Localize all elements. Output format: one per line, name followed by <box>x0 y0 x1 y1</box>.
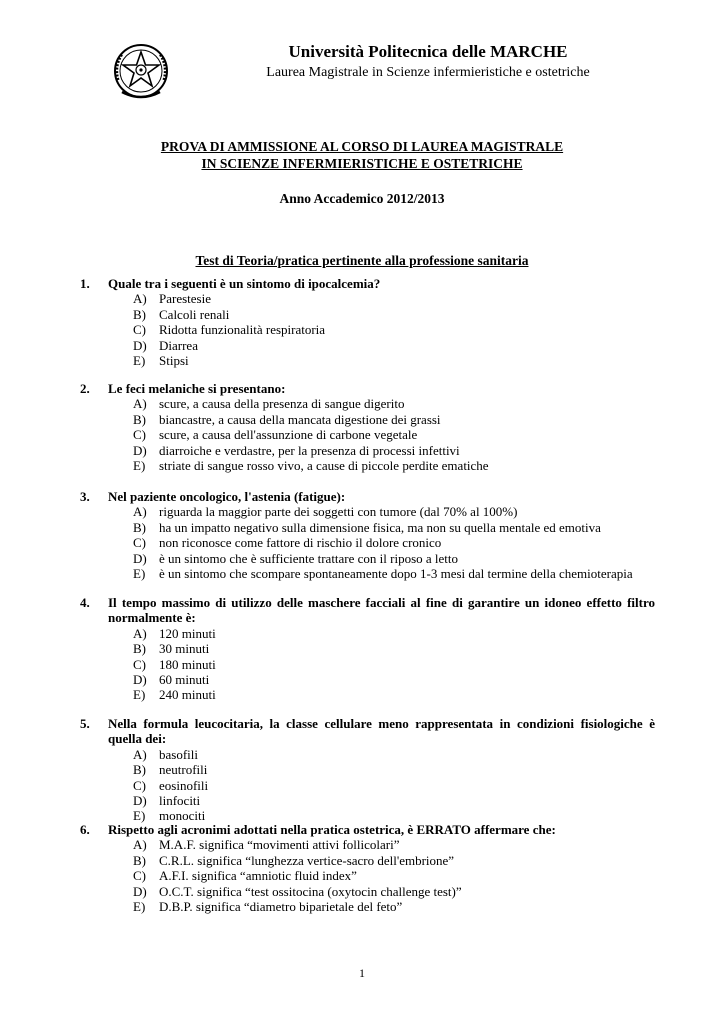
answer-option-b <box>133 641 655 656</box>
option-letter: A) <box>133 837 147 853</box>
option-letter: E) <box>133 353 146 369</box>
option-text: linfociti <box>159 793 201 809</box>
question-text: Nel paziente oncologico, l'astenia (fatigue): <box>108 489 346 504</box>
university-name: Università Politecnica delle MARCHE <box>288 42 568 61</box>
option-letter: E) <box>133 808 146 824</box>
question-number: 2. <box>80 381 90 396</box>
answer-option-e <box>133 566 655 581</box>
option-letter: D) <box>133 883 147 899</box>
question-4 <box>80 595 655 703</box>
option-text: eosinofili <box>159 777 209 793</box>
answer-option-d <box>133 884 655 899</box>
option-letter: A) <box>133 291 147 307</box>
option-letter: A) <box>133 504 147 520</box>
option-letter: C) <box>133 535 146 551</box>
exam-title-line-1: PROVA DI AMMISSIONE AL CORSO DI LAUREA MAGISTRALE <box>160 139 564 154</box>
option-text: Stipsi <box>159 353 189 369</box>
academic-year: Anno Accademico 2012/2013 <box>279 191 445 206</box>
option-text: Diarrea <box>159 337 198 353</box>
option-text: scure, a causa della presenza di sangue digerito <box>159 396 405 412</box>
answer-option-a <box>133 504 655 519</box>
option-text: O.C.T. significa “test ossitocina (oxytocin challenge test)” <box>159 883 462 899</box>
option-text: C.R.L. significa “lunghezza vertice-sacro dell'embrione” <box>159 852 455 868</box>
answer-option-c <box>133 427 655 442</box>
question-number: 1. <box>80 276 90 291</box>
option-letter: C) <box>133 427 146 443</box>
option-letter: A) <box>133 746 147 762</box>
option-letter: A) <box>133 625 147 641</box>
option-text: Ridotta funzionalità respiratoria <box>159 322 326 338</box>
answer-option-d <box>133 793 655 808</box>
answer-option-d <box>133 672 655 687</box>
answer-options <box>133 747 655 824</box>
answer-option-c <box>133 778 655 793</box>
option-text: 120 minuti <box>159 625 216 641</box>
exam-title-line-2: IN SCIENZE INFERMIERISTICHE E OSTETRICHE <box>201 156 523 171</box>
option-text: monociti <box>159 808 206 824</box>
option-text: è un sintomo che scompare spontaneamente dopo 1-3 mesi dal termine della chemioterapia <box>159 566 633 582</box>
option-letter: C) <box>133 777 146 793</box>
option-letter: E) <box>133 458 146 474</box>
page-number: 1 <box>359 966 365 980</box>
option-text: è un sintomo che è sufficiente trattare con il riposo a letto <box>159 550 459 566</box>
option-letter: B) <box>133 641 146 657</box>
answer-option-e <box>133 899 655 914</box>
answer-option-b <box>133 307 655 322</box>
option-text: biancastre, a causa della mancata digestione dei grassi <box>159 411 441 427</box>
degree-subtitle: Laurea Magistrale in Scienze infermieristiche e ostetriche <box>266 65 590 80</box>
option-text: A.F.I. significa “amniotic fluid index” <box>159 868 357 884</box>
option-text: diarroiche e verdastre, per la presenza di processi infettivi <box>159 442 460 458</box>
answer-option-a <box>133 837 655 852</box>
answer-option-b <box>133 412 655 427</box>
option-text: 240 minuti <box>159 687 216 703</box>
option-letter: A) <box>133 396 147 412</box>
option-text: 30 minuti <box>159 641 210 657</box>
option-text: scure, a causa dell'assunzione di carbone vegetale <box>159 427 418 443</box>
option-text: Calcoli renali <box>159 306 230 322</box>
option-letter: C) <box>133 868 146 884</box>
question-text: Rispetto agli acronimi adottati nella pratica ostetrica, è ERRATO affermare che: <box>108 822 556 837</box>
question-text: Quale tra i seguenti è un sintomo di ipocalcemia? <box>108 276 381 291</box>
answer-option-c <box>133 322 655 337</box>
option-letter: E) <box>133 687 146 703</box>
option-letter: C) <box>133 322 146 338</box>
option-text: neutrofili <box>159 762 208 778</box>
answer-options <box>133 291 655 368</box>
answer-option-b <box>133 520 655 535</box>
option-letter: B) <box>133 411 146 427</box>
answer-option-c <box>133 535 655 550</box>
question-2 <box>80 381 655 473</box>
test-section-title: Test di Teoria/pratica pertinente alla professione sanitaria <box>195 253 529 268</box>
answer-option-a <box>133 291 655 306</box>
option-text: basofili <box>159 746 198 762</box>
answer-option-e <box>133 353 655 368</box>
question-text: Il tempo massimo di utilizzo delle maschere facciali al fine di garantire un idoneo effetto filtro normalmente è: <box>108 595 655 626</box>
question-text: Le feci melaniche si presentano: <box>108 381 286 396</box>
option-letter: D) <box>133 793 147 809</box>
option-letter: D) <box>133 672 147 688</box>
exam-title <box>80 138 644 172</box>
answer-options <box>133 396 655 473</box>
question-number: 5. <box>80 716 90 731</box>
answer-option-d <box>133 551 655 566</box>
question-1 <box>80 276 655 368</box>
question-number: 6. <box>80 822 90 837</box>
italian-republic-emblem-icon <box>110 40 172 102</box>
option-letter: D) <box>133 550 147 566</box>
option-text: riguarda la maggior parte dei soggetti con tumore (dal 70% al 100%) <box>159 504 518 520</box>
answer-option-c <box>133 868 655 883</box>
answer-option-e <box>133 458 655 473</box>
option-letter: C) <box>133 656 146 672</box>
answer-option-c <box>133 657 655 672</box>
option-text: non riconosce come fattore di rischio il dolore cronico <box>159 535 442 551</box>
question-5 <box>80 716 655 824</box>
answer-option-d <box>133 338 655 353</box>
answer-option-b <box>133 853 655 868</box>
option-letter: D) <box>133 337 147 353</box>
answer-option-a <box>133 396 655 411</box>
option-text: ha un impatto negativo sulla dimensione fisica, ma non su quella mentale ed emotiva <box>159 519 601 535</box>
option-letter: B) <box>133 852 146 868</box>
option-text: M.A.F. significa “movimenti attivi follicolari” <box>159 837 400 853</box>
answer-option-d <box>133 443 655 458</box>
answer-option-a <box>133 747 655 762</box>
option-text: Parestesie <box>159 291 211 307</box>
answer-option-a <box>133 626 655 641</box>
option-letter: D) <box>133 442 147 458</box>
option-letter: B) <box>133 519 146 535</box>
question-3 <box>80 489 655 581</box>
question-6 <box>80 822 655 914</box>
option-letter: B) <box>133 306 146 322</box>
question-number: 4. <box>80 595 90 610</box>
answer-option-b <box>133 762 655 777</box>
answer-options <box>133 837 655 914</box>
option-text: D.B.P. significa “diametro biparietale del feto” <box>159 899 403 915</box>
option-letter: E) <box>133 566 146 582</box>
option-text: striate di sangue rosso vivo, a cause di piccole perdite ematiche <box>159 458 489 474</box>
question-number: 3. <box>80 489 90 504</box>
option-text: 180 minuti <box>159 656 216 672</box>
answer-options <box>133 504 655 581</box>
answer-option-e <box>133 687 655 702</box>
option-letter: B) <box>133 762 146 778</box>
answer-options <box>133 626 655 703</box>
option-text: 60 minuti <box>159 672 210 688</box>
question-text: Nella formula leucocitaria, la classe cellulare meno rappresentata in condizioni fisiologiche è quella dei: <box>108 716 655 747</box>
option-letter: E) <box>133 899 146 915</box>
